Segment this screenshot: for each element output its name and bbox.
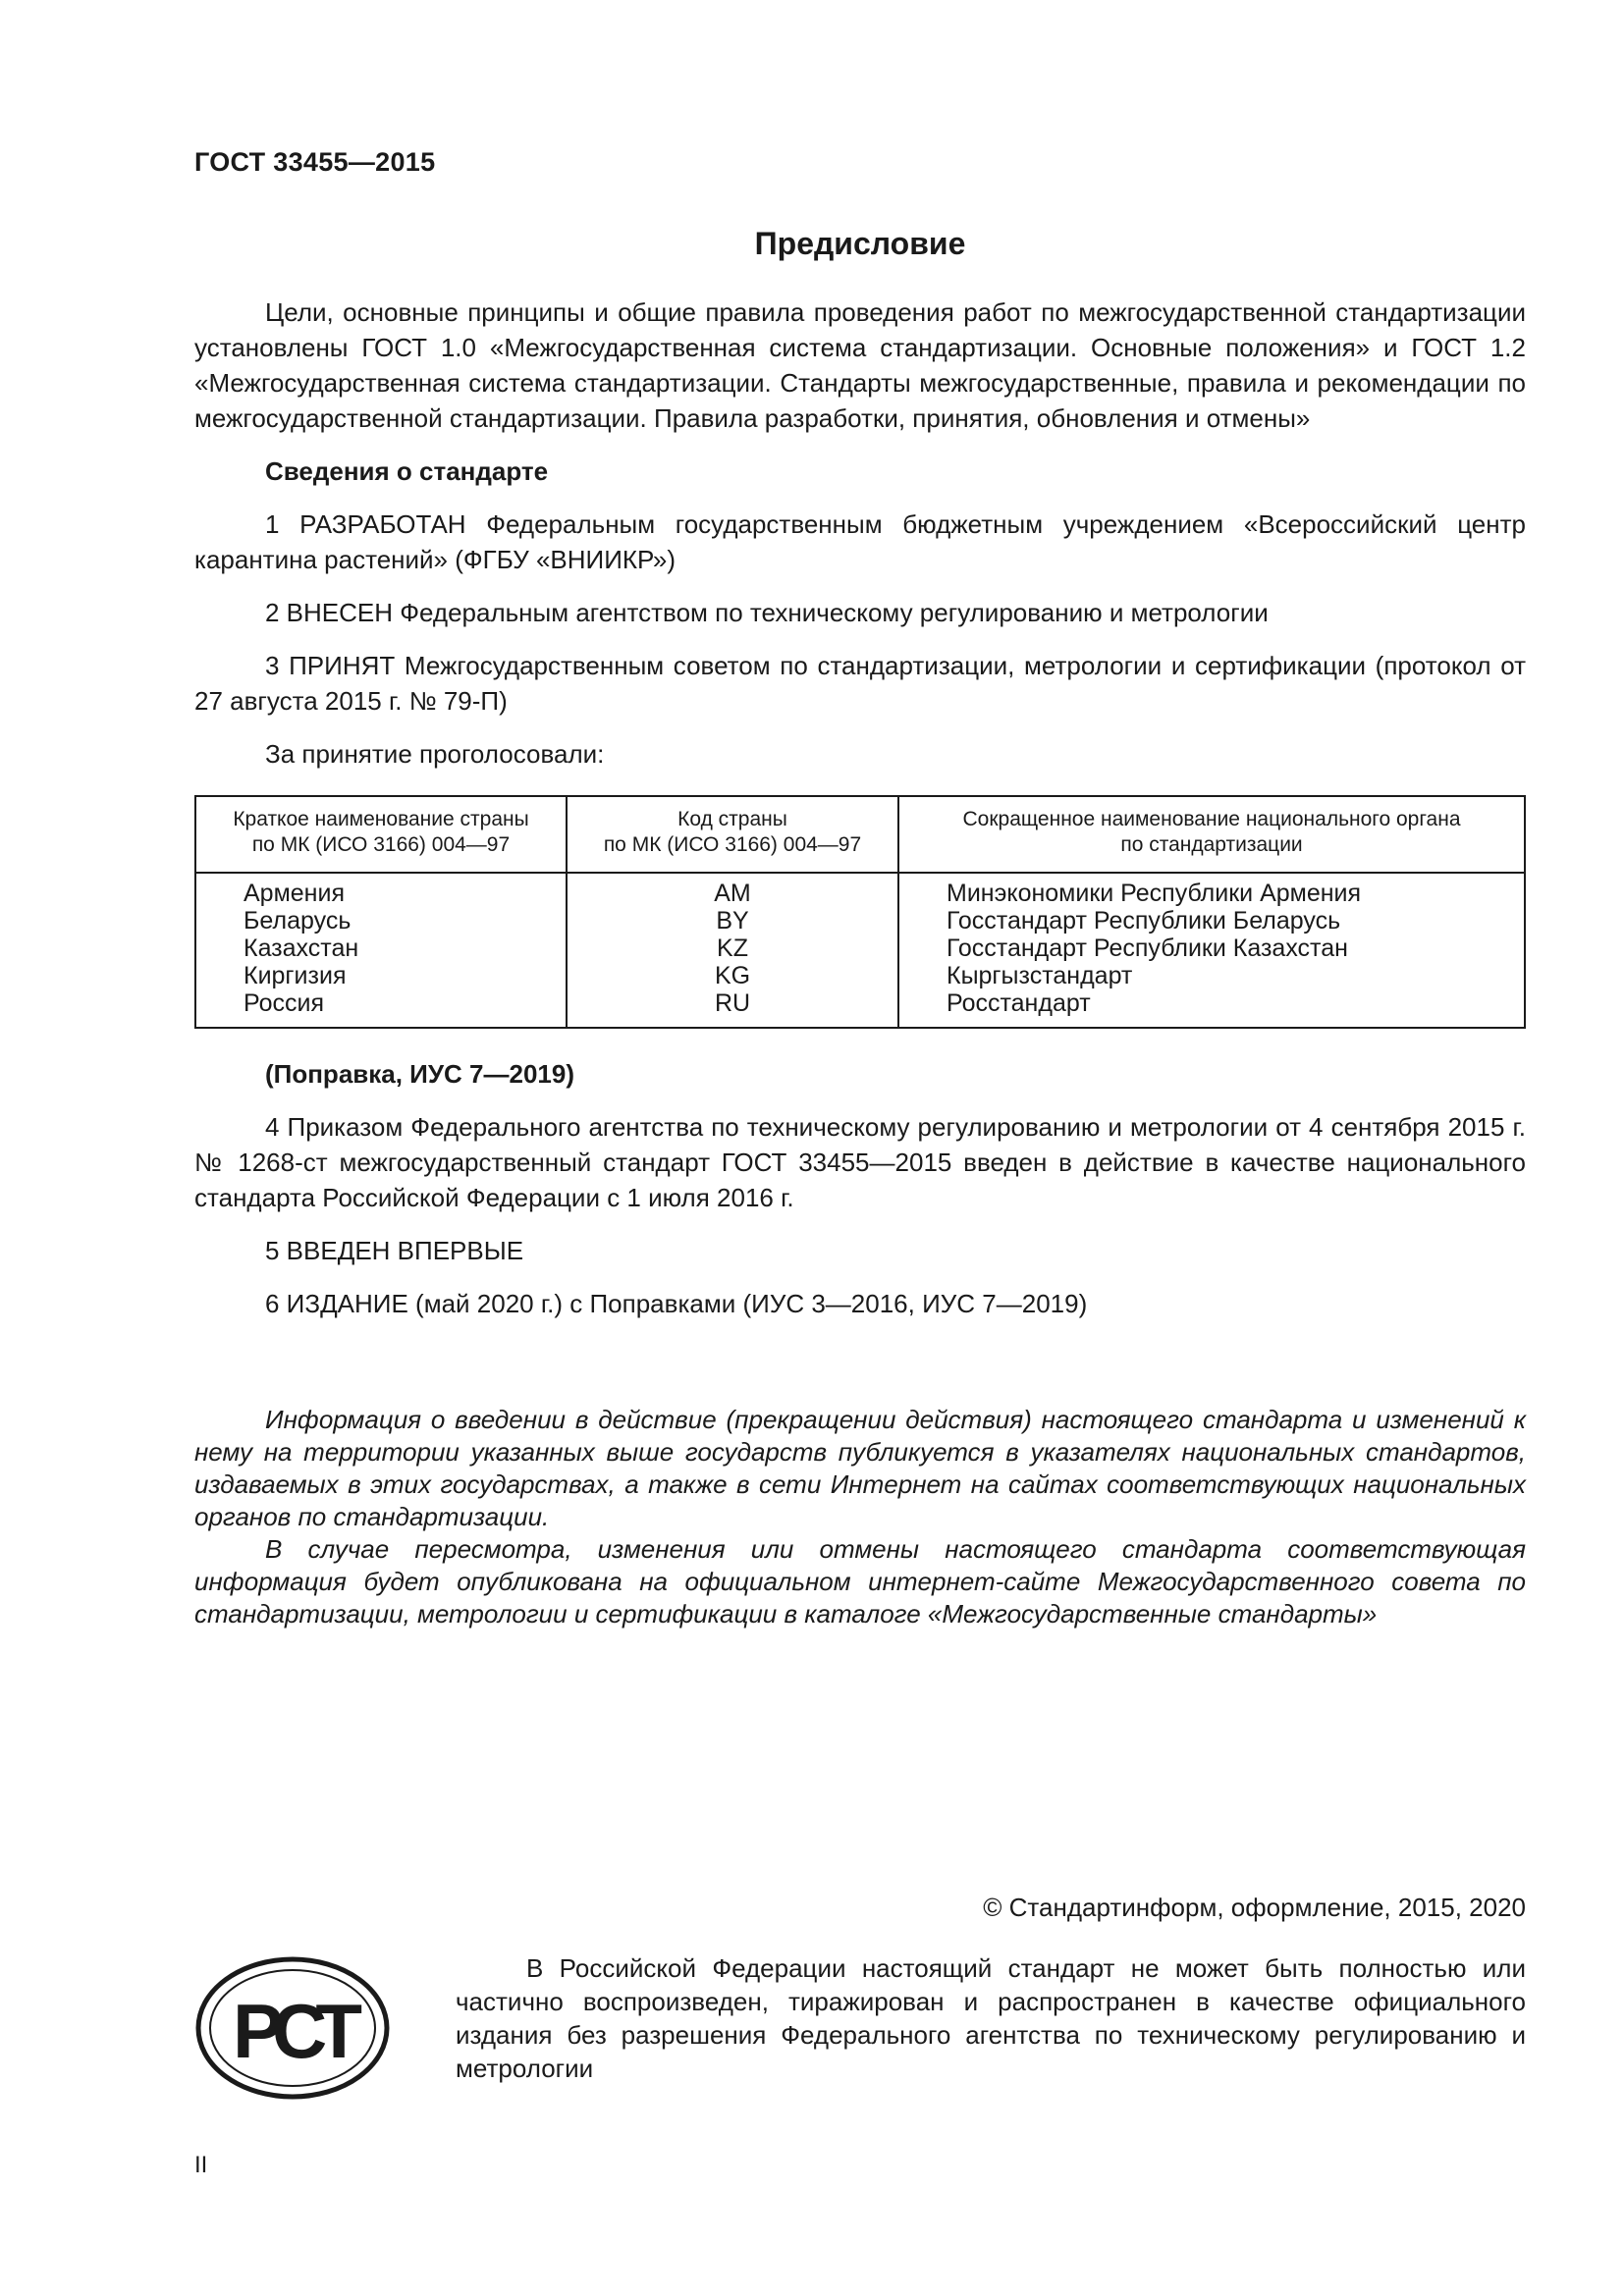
info-note-1: Информация о введении в действие (прекращении действия) настоящего стандарта и изменений к нему на территории указанных выше государств публикуется в указателях национальных стандартов, издаваемых в этих государствах, а также в сети Интернет на сайтах соответствующих национальных органов по стандартизации. <box>194 1405 1526 1531</box>
item-6: 6 ИЗДАНИЕ (май 2020 г.) с Поправками (ИУС 3—2016, ИУС 7—2019) <box>265 1289 1088 1318</box>
info-notes <box>194 1404 1526 1630</box>
document-page <box>194 0 1526 2296</box>
copyright-line: © Стандартинформ, оформление, 2015, 2020 <box>983 1893 1526 1922</box>
info-note-2: В случае пересмотра, изменения или отмены настоящего стандарта соответствующая информация будет опубликована на официальном интернет-сайте Межгосударственного совета по стандартизации, метрологии и сертификации в каталоге «Межгосударственные стандарты» <box>194 1534 1526 1629</box>
svg-text:РСТ: РСТ <box>232 1988 353 2074</box>
rst-logo-icon <box>194 1948 391 2114</box>
country-cell: Армения <box>244 880 345 907</box>
header-country: Краткое наименование страны по МК (ИСО 3166) 004—97 <box>195 796 567 873</box>
voting-table <box>194 795 1526 1029</box>
item-3: 3 ПРИНЯТ Межгосударственным советом по стандартизации, метрологии и сертификации (протокол от 27 августа 2015 г. № 79-П) <box>194 651 1526 716</box>
page-number: II <box>194 2152 208 2178</box>
vote-label: За принятие проголосовали: <box>265 739 605 769</box>
body-cell: Госстандарт Республики Казахстан <box>947 934 1348 962</box>
table-row <box>195 907 1525 934</box>
document-code: ГОСТ 33455—2015 <box>194 147 436 177</box>
code-cell: AM <box>714 880 751 907</box>
country-cell: Беларусь <box>244 907 352 934</box>
code-cell: KG <box>714 962 751 989</box>
table-row <box>195 880 1525 907</box>
header-body: Сокращенное наименование национального органа по стандартизации <box>898 796 1525 873</box>
table-row <box>195 934 1525 962</box>
header-code: Код страны по МК (ИСО 3166) 004—97 <box>567 796 898 873</box>
amendment-note: (Поправка, ИУС 7—2019) <box>265 1059 574 1089</box>
item-1: 1 РАЗРАБОТАН Федеральным государственным бюджетным учреждением «Всероссийский центр карантина растений» (ФГБУ «ВНИИКР») <box>194 509 1526 574</box>
body-cell: Госстандарт Республики Беларусь <box>947 907 1341 934</box>
page-title: Предисловие <box>754 226 966 261</box>
item-5: 5 ВВЕДЕН ВПЕРВЫЕ <box>265 1236 524 1265</box>
code-cell: KZ <box>717 934 748 962</box>
body-cell: Росстандарт <box>947 989 1091 1017</box>
item-2: 2 ВНЕСЕН Федеральным агентством по техническому регулированию и метрологии <box>265 598 1269 627</box>
country-cell: Россия <box>244 989 324 1017</box>
rights-notice: В Российской Федерации настоящий стандарт не может быть полностью или частично воспроизведен, тиражирован и распространен в качестве официального издания без разрешения Федерального агентства по техническому регулированию и метрологии <box>456 1953 1526 2083</box>
standard-info-heading: Сведения о стандарте <box>265 456 549 486</box>
intro-paragraph: Цели, основные принципы и общие правила проведения работ по межгосударственной стандартизации установлены ГОСТ 1.0 «Межгосударственная система стандартизации. Основные положения» и ГОСТ 1.2 «Межгосударственная система стандартизации. Стандарты межгосударственные, правила и рекомендации по межгосударственной стандартизации. Правила разработки, принятия, обновления и отмены» <box>194 297 1526 433</box>
code-cell: RU <box>714 989 751 1017</box>
code-cell: BY <box>716 907 749 934</box>
preface-body <box>194 294 1526 1339</box>
table-row <box>195 989 1525 1017</box>
item-4: 4 Приказом Федерального агентства по техническому регулированию и метрологии от 4 сентября 2015 г. № 1268-ст межгосударственный стандарт ГОСТ 33455—2015 введен в действие в качестве национального стандарта Российской Федерации с 1 июля 2016 г. <box>194 1112 1526 1212</box>
table-row <box>195 962 1525 989</box>
country-cell: Киргизия <box>244 962 347 989</box>
body-cell: Минэкономики Республики Армения <box>947 880 1362 907</box>
body-cell: Кыргызстандарт <box>947 962 1133 989</box>
country-cell: Казахстан <box>244 934 359 962</box>
